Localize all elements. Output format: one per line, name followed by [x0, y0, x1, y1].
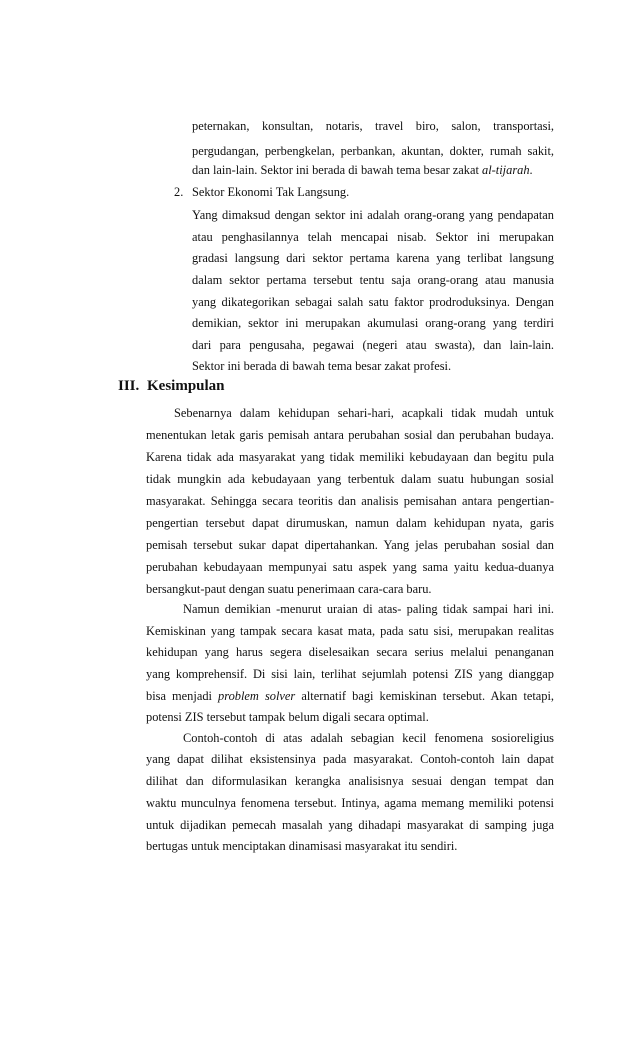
paragraph-line: Contoh-contoh di atas adalah sebagian kecil fenomena sosioreligius: [183, 731, 554, 745]
italic-term-al-tijarah: al-tijarah: [482, 163, 530, 177]
paragraph-line: Kemiskinan yang tampak secara kasat mata, pada satu sisi, merupakan realitas: [146, 624, 554, 638]
list-item-2-line: Yang dimaksud dengan sektor ini adalah orang-orang yang pendapatan: [192, 208, 554, 222]
paragraph-line: Namun demikian -menurut uraian di atas- paling tidak sampai hari ini.: [183, 602, 554, 616]
paragraph-text: alternatif bagi kemiskinan tersebut. Akan tetapi,: [295, 689, 555, 703]
list-item-2-line: atau penghasilannya telah mencapai nisab. Sektor ini merupakan: [192, 230, 554, 244]
list-item-1-line: pergudangan, perbengkelan, perbankan, akuntan, dokter, rumah sakit,: [192, 144, 554, 158]
paragraph-last-line: potensi ZIS tersebut tampak belum digali secara optimal.: [146, 710, 429, 724]
paragraph-line: yang dapat dilihat eksistensinya pada masyarakat. Contoh-contoh lain dapat: [146, 752, 554, 766]
section-heading: [118, 377, 225, 395]
list-item-2-last-line: Sektor ini berada di bawah tema besar zakat profesi.: [192, 359, 452, 373]
paragraph-last-line: bersangkut-paut dengan suatu penerimaan cara-cara baru.: [146, 582, 432, 596]
paragraph-line: waktu munculnya fenomena tersebut. Intinya, agama memang memiliki potensi: [146, 796, 554, 810]
paragraph-text: bisa menjadi: [146, 689, 219, 703]
list-item-2-line: dalam sektor pertama tersebut tentu saja orang-orang atau manusia: [192, 273, 554, 287]
list-item-2-title: Sektor Ekonomi Tak Langsung.: [192, 185, 350, 199]
paragraph-line: Sebenarnya dalam kehidupan sehari-hari, acapkali tidak mudah untuk: [174, 406, 554, 420]
list-item-1-last-text: dan lain-lain. Sektor ini berada di bawah tema besar zakat: [192, 163, 483, 177]
section-title: Kesimpulan: [147, 378, 225, 394]
paragraph-line: kehidupan yang harus segera diselesaikan secara serius melalui penanganan: [146, 645, 554, 659]
paragraph-line: Karena tidak ada masyarakat yang tidak memiliki kebudayaan dan begitu pula: [146, 450, 554, 464]
paragraph-line-with-italic: [146, 688, 554, 704]
paragraph-line: pemisah tersebut sukar dapat dipertahankan. Yang jelas perubahan sosial dan: [146, 538, 554, 552]
paragraph-line: pengertian tersebut dapat dirumuskan, namun dalam kehidupan nyata, garis: [146, 516, 554, 530]
paragraph-line: yang komprehensif. Di sisi lain, terlihat sejumlah potensi ZIS yang dianggap: [146, 667, 554, 681]
section-number: III.: [118, 378, 140, 394]
paragraph-line: tidak mungkin ada kebudayaan yang terbentuk dalam suatu hubungan sosial: [146, 472, 554, 486]
list-item-2-line: gradasi langsung dari sektor pertama karena yang terlibat langsung: [192, 251, 554, 265]
list-item-1-last-line: [192, 162, 533, 178]
list-item-2-line: dari para pengusaha, pegawai (negeri atau swasta), dan lain-lain.: [192, 338, 554, 352]
paragraph-line: perubahan kebudayaan mempunyai satu aspek yang sama yaitu kedua-duanya: [146, 560, 554, 574]
paragraph-line: dilihat dan diformulasikan kerangka analisisnya sesuai dengan tempat dan: [146, 774, 554, 788]
list-item-2-line: demikian, sektor ini merupakan akumulasi orang-orang yang terdiri: [192, 316, 554, 330]
list-item-2-line: yang dikategorikan sebagai salah satu faktor prodroduksinya. Dengan: [192, 295, 554, 309]
list-item-2-number: 2.: [174, 185, 184, 199]
paragraph-last-line: bertugas untuk menciptakan dinamisasi masyarakat itu sendiri.: [146, 839, 458, 853]
italic-term-problem-solver: problem solver: [218, 689, 296, 703]
paragraph-line: masyarakat. Sehingga secara teoritis dan analisis pemisahan antara pengertian-: [146, 494, 554, 508]
list-item-1-line: peternakan, konsultan, notaris, travel biro, salon, transportasi,: [192, 119, 554, 133]
paragraph-line: untuk dijadikan pemecah masalah yang dihadapi masyarakat di samping juga: [146, 818, 554, 832]
list-item-1-last-end: .: [529, 163, 533, 177]
paragraph-line: menentukan letak garis pemisah antara perubahan sosial dan perubahan budaya.: [146, 428, 554, 442]
